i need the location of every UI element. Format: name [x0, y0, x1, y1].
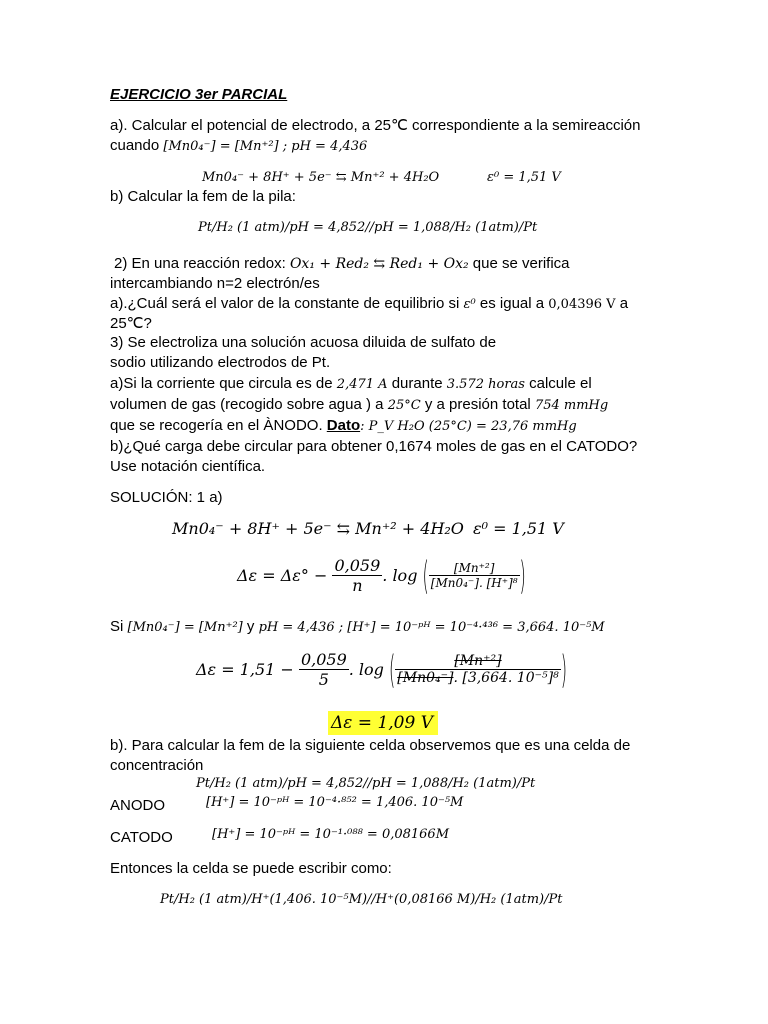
calc-coef-den: 5	[318, 670, 329, 689]
q3-line1: 3) Se electroliza una solución acuosa diluida de sulfato de	[110, 334, 497, 351]
si-math1: [Mn0₄⁻] = [Mn⁺²]	[127, 620, 243, 635]
q3-line3-a: a)Si la corriente que circula es de	[110, 375, 333, 392]
nernst-equation	[237, 552, 526, 599]
q1a-line2	[110, 136, 367, 157]
q3-line6: b)¿Qué carga debe circular para obtener 0,1674 moles de gas en el CATODO?	[110, 438, 638, 455]
q2-line3-suffix: a	[619, 295, 629, 312]
nernst-quotient	[429, 561, 520, 590]
q3-line7: Use notación científica.	[110, 458, 266, 475]
calc-lhs: Δε = 1,51 −	[196, 660, 294, 679]
catodo-label: CATODO	[110, 829, 173, 846]
calc-left-paren: (	[389, 646, 396, 693]
si-y: y	[246, 618, 255, 635]
nernst-coef-den: n	[352, 576, 363, 595]
si-line	[110, 617, 605, 638]
nernst-coef-num: 0,059	[334, 556, 381, 575]
si-math2: pH = 4,436 ; [H⁺] = 10⁻ᵖᴴ = 10⁻⁴·⁴³⁶ = 3,664. 10⁻⁵M	[258, 620, 605, 635]
anodo-label: ANODO	[110, 797, 166, 814]
q3-line5-a: que se recogería en el ÀNODO.	[110, 417, 323, 434]
q3-line3-c: durante	[391, 375, 443, 392]
calc-den-strike: [Mn0₄⁻]	[397, 670, 454, 686]
left-paren: (	[422, 552, 429, 599]
calc-coef-num: 0,059	[300, 650, 347, 669]
q3-line2: sodio utilizando electrodos de Pt.	[110, 354, 331, 371]
q1a-line2-prefix: cuando	[110, 137, 160, 154]
q3-temperature: 25°C	[387, 398, 421, 413]
q2-line3-value: 0,04396 V	[548, 297, 616, 312]
q2-line1	[114, 254, 570, 274]
catodo-math: [H⁺] = 10⁻ᵖᴴ = 10⁻¹·⁰⁸⁸ = 0,08166M	[212, 827, 450, 842]
q1a-line2-math: [Mn0₄⁻] = [Mn⁺²] ; pH = 4,436	[163, 139, 368, 154]
q3-line4-c: y a presión total	[424, 396, 531, 413]
q3-line3-e: calcule el	[529, 375, 592, 392]
solution-standard-potential: ε⁰ = 1,51 V	[473, 519, 564, 538]
q1-reaction: Mn0₄⁻ + 8H⁺ + 5e⁻ ⇆ Mn⁺² + 4H₂O	[202, 170, 440, 185]
q3-pressure: 754 mmHg	[534, 398, 609, 413]
b-line1: b). Para calcular la fem de la siguiente celda observemos que es una celda de	[110, 737, 631, 754]
q1a-line1: a). Calcular el potencial de electrodo, a 25℃ correspondiente a la semireacción	[110, 117, 641, 134]
entonces-text: Entonces la celda se puede escribir como:	[110, 860, 392, 877]
q3-line3	[110, 374, 592, 395]
nernst-quotient-num: [Mn⁺²]	[429, 561, 520, 576]
solution-reaction: Mn0₄⁻ + 8H⁺ + 5e⁻ ⇆ Mn⁺² + 4H₂O	[172, 519, 464, 538]
q3-line4-a: volumen de gas (recogido sobre agua ) a	[110, 396, 384, 413]
calc-log: . log	[348, 660, 384, 679]
nernst-lhs: Δε = Δε° −	[237, 566, 328, 585]
q2-line3-mid: es igual a	[479, 295, 545, 312]
q3-dato-label: Dato	[326, 417, 361, 434]
q2-line1-math: Ox₁ + Red₂ ⇆ Red₁ + Ox₂	[289, 256, 469, 272]
q3-line5	[110, 416, 577, 437]
calc-quotient-den	[395, 670, 560, 686]
q2-line3-math: ε⁰	[463, 297, 476, 312]
calc-den-rest: . [3,664. 10⁻⁵]⁸	[453, 670, 559, 686]
result-value: Δε = 1,09 V	[331, 713, 433, 733]
q3-current: 2,471 A	[336, 377, 388, 392]
si-prefix: Si	[110, 618, 124, 635]
q2-line2: intercambiando n=2 electrón/es	[110, 275, 320, 292]
q2-line3	[110, 294, 628, 315]
b-line2: concentración	[110, 757, 204, 774]
calc-coef-fraction	[299, 650, 349, 689]
q1b-cell-notation: Pt/H₂ (1 atm)/pH = 4,852//pH = 1,088/H₂ (1atm)/Pt	[198, 220, 538, 235]
nernst-log: . log	[382, 566, 418, 585]
nernst-quotient-den: [Mn0₄⁻]. [H⁺]⁸	[430, 576, 518, 590]
solution-heading: SOLUCIÓN: 1 a)	[110, 489, 223, 506]
q1b-text: b) Calcular la fem de la pila:	[110, 188, 296, 205]
page-title: EJERCICIO 3er PARCIAL	[110, 86, 288, 103]
calc-equation	[196, 646, 567, 693]
q1-standard-potential: ε⁰ = 1,51 V	[487, 170, 561, 185]
q3-line4	[110, 395, 608, 416]
calc-quotient-num: [Mn⁺²]	[395, 653, 560, 670]
b-cell-notation: Pt/H₂ (1 atm)/pH = 4,852//pH = 1,088/H₂ (1atm)/Pt	[196, 776, 536, 791]
nernst-coef-fraction	[332, 556, 382, 595]
q2-line1-prefix: 2) En una reacción redox:	[114, 255, 286, 272]
q2-line1-suffix: que se verifica	[472, 255, 570, 272]
anodo-math: [H⁺] = 10⁻ᵖᴴ = 10⁻⁴·⁸⁵² = 1,406. 10⁻⁵M	[206, 795, 464, 810]
right-paren: )	[519, 552, 526, 599]
calc-right-paren: )	[560, 646, 567, 693]
final-cell-notation: Pt/H₂ (1 atm)/H⁺(1,406. 10⁻⁵M)//H⁺(0,08166 M)/H₂ (1atm)/Pt	[160, 892, 563, 907]
q2-line4: 25℃?	[110, 315, 152, 332]
q3-dato-math: : P_V H₂O (25°C) = 23,76 mmHg	[360, 419, 577, 434]
calc-quotient	[395, 653, 560, 686]
q3-time: 3.572 horas	[446, 377, 525, 392]
q2-line3-prefix: a).¿Cuál será el valor de la constante de equilibrio si	[110, 295, 460, 312]
